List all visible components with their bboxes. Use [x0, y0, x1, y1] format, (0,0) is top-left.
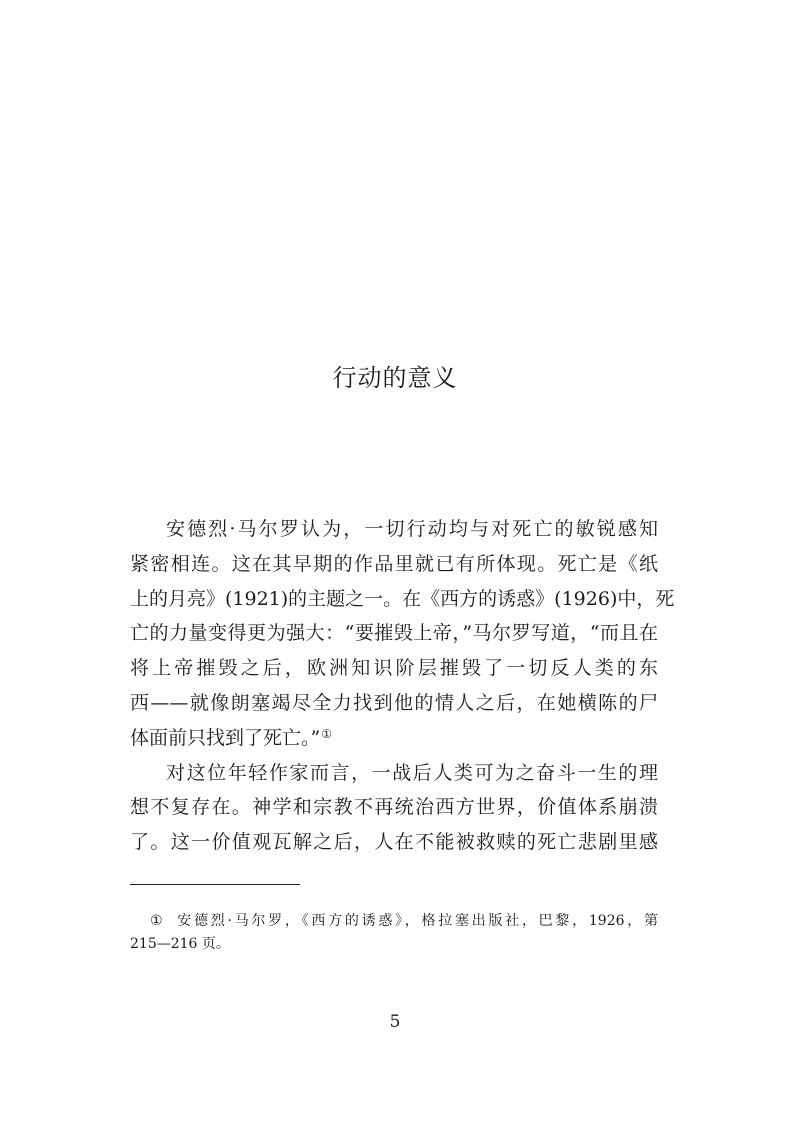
paragraph-line: 将上帝摧毁之后，欧洲知识阶层摧毁了一切反人类的东: [130, 657, 658, 680]
paragraph-line: 安德烈·马尔罗认为，一切行动均与对死亡的敏锐感知: [166, 518, 658, 540]
paragraph-line: 想不复存在。神学和宗教不再统治西方世界，价值体系崩溃: [130, 796, 658, 819]
footnote-divider: [130, 884, 300, 885]
footnote-marker: ①: [150, 913, 166, 929]
paragraph-line: 西——就像朗塞竭尽全力找到他的情人之后，在她横陈的尸: [130, 691, 658, 714]
paragraph-line: 了。这一价值观瓦解之后，人在不能被救赎的死亡悲剧里感: [130, 831, 658, 854]
chapter-title: 行动的意义: [332, 364, 458, 392]
footnote: [130, 910, 658, 956]
page-number: 5: [389, 1012, 401, 1032]
paragraph-line: 上的月亮》(1921)的主题之一。在《西方的诱惑》(1926)中，死: [130, 587, 675, 610]
paragraph-line: 紧密相连。这在其早期的作品里就已有所体现。死亡是《纸: [130, 552, 658, 575]
paragraph-line: 亡的力量变得更为强大：“要摧毁上帝，”马尔罗写道，“而且在: [130, 622, 658, 645]
footnote-text: 安德烈·马尔罗，《西方的诱惑》，格拉塞出版社，巴黎，1926，第: [177, 913, 658, 929]
footnote-line: 215—216 页。: [130, 936, 230, 952]
footnote-reference[interactable]: ①: [321, 726, 332, 741]
footnote-line: [130, 910, 658, 933]
paragraph-line-text: 体面前只找到了死亡。”: [130, 726, 321, 749]
paragraph-line: 对这位年轻作家而言，一战后人类可为之奋斗一生的理: [166, 761, 658, 784]
paragraph-line: [130, 721, 658, 756]
body-text: [130, 512, 675, 860]
